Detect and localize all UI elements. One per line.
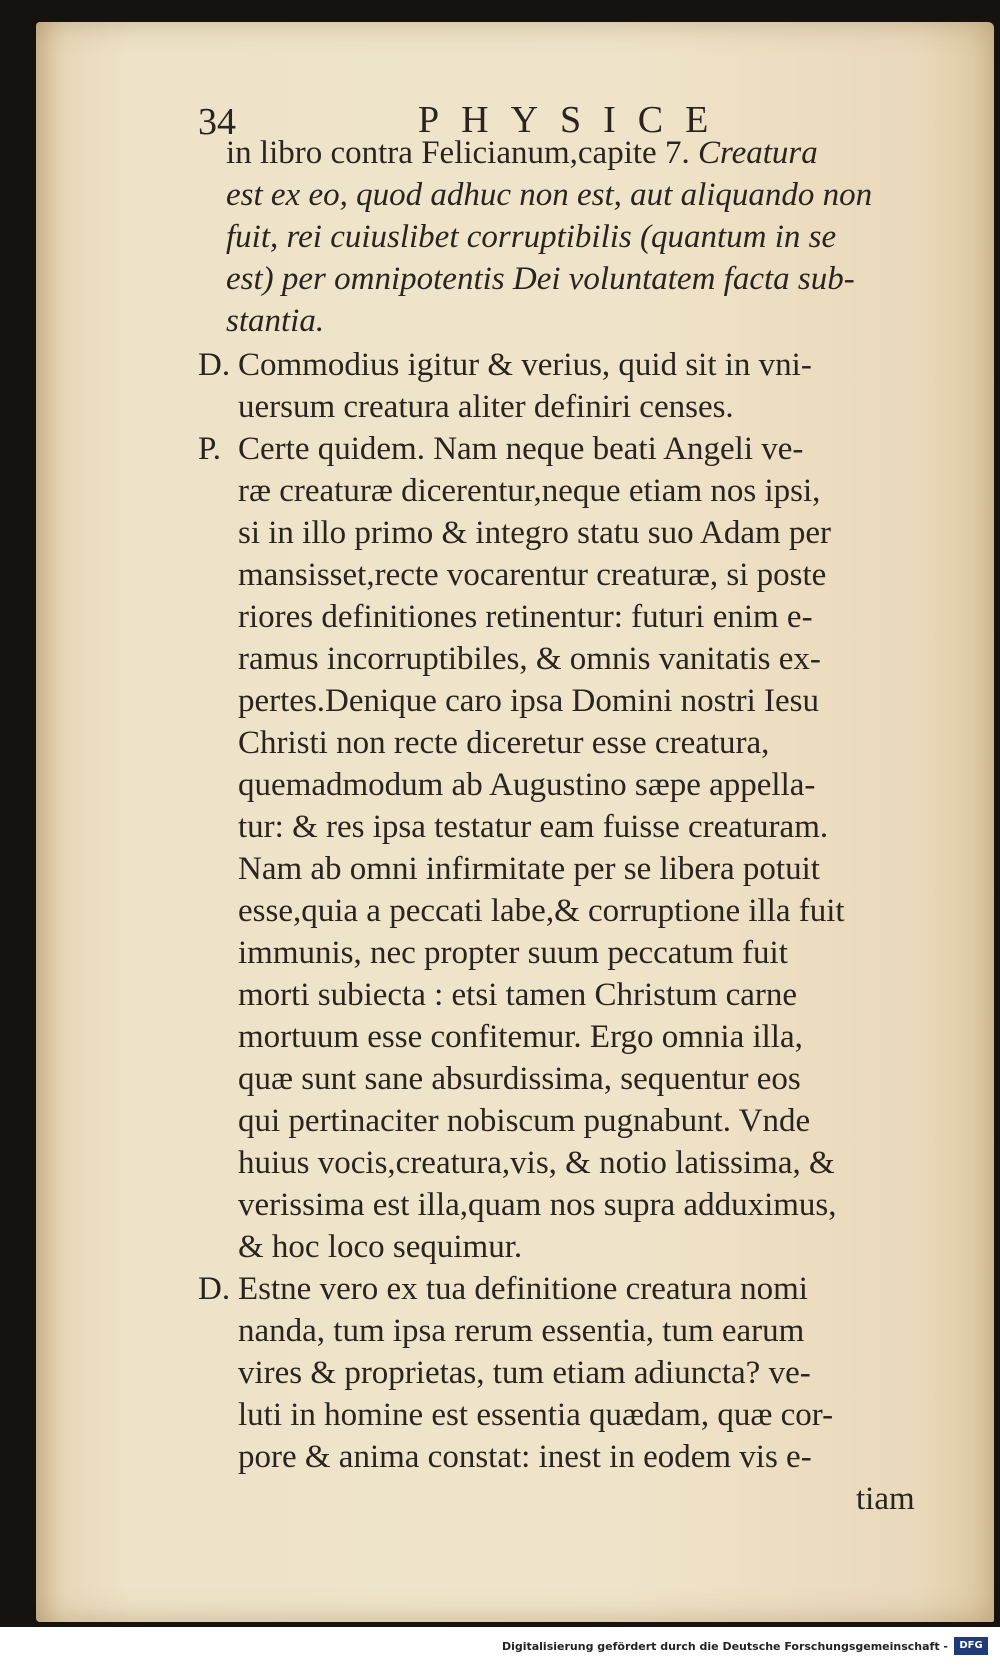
dfg-logo-icon: DFG [954, 1637, 988, 1655]
text-line: verissima est illa,quam nos supra adduximus, [238, 1187, 837, 1223]
footer-bar [0, 1627, 1000, 1671]
text-line: ramus incorruptibiles, & omnis vanitatis ex- [238, 641, 821, 677]
footer-credit: Digitalisierung gefördert durch die Deutsche Forschungsgemeinschaft - [501, 1640, 948, 1653]
catchword: tiam [856, 1481, 915, 1517]
text-line: ræ creaturæ dicerentur,neque etiam nos ipsi, [238, 473, 821, 509]
text-line: mortuum esse confitemur. Ergo omnia illa, [238, 1019, 803, 1055]
text-line: pore & anima constat: inest in eodem vis e- [238, 1439, 812, 1475]
text-line: qui pertinaciter nobiscum pugnabunt. Vnde [238, 1103, 811, 1139]
speaker-label: D. [198, 347, 231, 383]
text-line: huius vocis,creatura,vis, & notio latissima, & [238, 1145, 835, 1181]
text-line: Nam ab omni infirmitate per se libera potuit [238, 851, 820, 887]
text-line: est ex eo, quod adhuc non est, aut aliquando non [226, 177, 873, 213]
text-line: riores definitiones retinentur: futuri enim e- [238, 599, 813, 635]
text-line: si in illo primo & integro statu suo Adam per [238, 515, 832, 551]
text-line: fuit, rei cuiuslibet corruptibilis (quantum in se [226, 219, 837, 255]
text-line: Certe quidem. Nam neque beati Angeli ve- [238, 431, 804, 467]
text-line: Estne vero ex tua definitione creatura nomi [238, 1271, 808, 1307]
text-line: pertes.Denique caro ipsa Domini nostri Iesu [238, 683, 820, 719]
text-line: Commodius igitur & verius, quid sit in vni- [238, 347, 812, 383]
text-line: quæ sunt sane absurdissima, sequentur eos [238, 1061, 801, 1097]
book-page [36, 22, 994, 1622]
text-line: tur: & res ipsa testatur eam fuisse creaturam. [238, 809, 829, 845]
text-line: mansisset,recte vocarentur creaturæ, si poste [238, 557, 827, 593]
speaker-label: P. [198, 431, 221, 467]
speaker-label: D. [198, 1271, 231, 1307]
text-line: nanda, tum ipsa rerum essentia, tum earum [238, 1313, 805, 1349]
text-line: est) per omnipotentis Dei voluntatem facta sub- [226, 261, 855, 297]
text-line: luti in homine est essentia quædam, quæ cor- [238, 1397, 834, 1433]
text-line: Christi non recte diceretur esse creatura, [238, 725, 770, 761]
text-line: vires & proprietas, tum etiam adiuncta? ve- [238, 1355, 811, 1391]
text-line: quemadmodum ab Augustino sæpe appella- [238, 767, 816, 803]
text-line: immunis, nec propter suum peccatum fuit [238, 935, 788, 971]
page-header [36, 62, 994, 143]
text-line: esse,quia a peccati labe,& corruptione illa fuit [238, 893, 845, 929]
text-line: morti subiecta : etsi tamen Christum carne [238, 977, 798, 1013]
running-head: PHYSICE [418, 99, 731, 141]
text-line: in libro contra Felicianum,capite 7. Creatura [226, 135, 818, 171]
text-line: stantia. [226, 303, 325, 339]
page-number: 34 [198, 101, 236, 143]
text-line: uersum creatura aliter definiri censes. [238, 389, 734, 425]
text-line: & hoc loco sequimur. [238, 1229, 523, 1265]
